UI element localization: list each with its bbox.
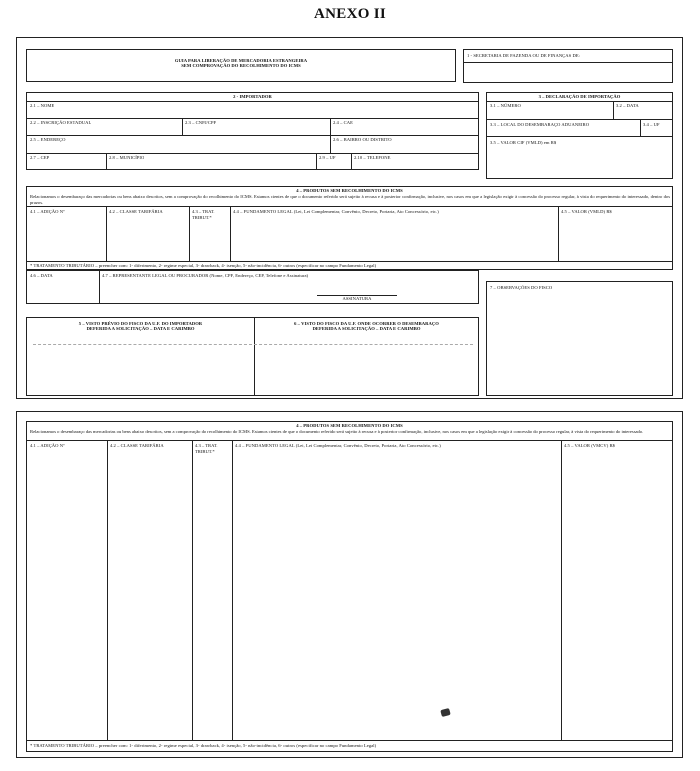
ink-mark bbox=[440, 708, 451, 717]
produtos-header: 4 – PRODUTOS SEM RECOLHIMENTO DO ICMS bbox=[296, 188, 403, 193]
fundamento-field[interactable]: 4.4 – FUNDAMENTO LEGAL (Lei, Lei Complementar, Convênio, Decreto, Portaria, Ato Concessório, etc.) bbox=[233, 209, 439, 214]
declaracao-box bbox=[486, 92, 673, 179]
divider bbox=[640, 119, 641, 136]
stamp-line bbox=[33, 344, 473, 345]
inscricao-field[interactable]: 2.2 – INSCRIÇÃO ESTADUAL bbox=[30, 120, 92, 125]
visto-desembaraco-line1: 6 – VISTO DO FISCO DA U.F. ONDE OCORRER O DESEMBARAÇO bbox=[294, 321, 439, 326]
cnpj-field[interactable]: 2.3 – CNPJ/CPF bbox=[185, 120, 217, 125]
observacoes-box bbox=[486, 281, 673, 396]
divider bbox=[27, 153, 478, 154]
tratamento-note: * TRATAMENTO TRIBUTÁRIO – preencher com: 1- diferimento, 2- regime especial, 3- drawback, 4- isenção, 5- não-incidência, 6- outros (especificar no campo Fundamento Legal) bbox=[30, 263, 377, 268]
divider bbox=[27, 118, 478, 119]
divider bbox=[27, 740, 672, 741]
trat-field[interactable]: 4.3 – TRAT. TRIBUT.* bbox=[192, 209, 215, 220]
adicao-field[interactable]: 4.1 – ADIÇÃO Nº bbox=[30, 209, 65, 214]
divider bbox=[27, 206, 672, 207]
representante-box bbox=[26, 270, 479, 304]
data-sign-field[interactable]: 4.6 – DATA bbox=[30, 273, 53, 278]
valor-field[interactable]: 4.5 – VALOR (VMLD) R$ bbox=[561, 209, 612, 214]
classe-field-2[interactable]: 4.2 – CLASSE TARIFÁRIA bbox=[110, 443, 164, 448]
produtos-header-2: 4 – PRODUTOS SEM RECOLHIMENTO DO ICMS bbox=[296, 423, 403, 428]
bairro-field[interactable]: 2.6 – BAIRRO OU DISTRITO bbox=[333, 137, 392, 142]
divider bbox=[487, 119, 672, 120]
divider bbox=[487, 136, 672, 137]
guide-title-line1: GUIA PARA LIBERAÇÃO DE MERCADORIA ESTRANGEIRA bbox=[174, 58, 308, 63]
visto-desembaraco-line2: DEFERIDA A SOLICITAÇÃO – DATA E CARIMBO bbox=[312, 326, 421, 331]
municipio-field[interactable]: 2.8 – MUNICÍPIO bbox=[109, 155, 145, 160]
divider bbox=[232, 440, 233, 740]
divider bbox=[106, 206, 107, 261]
divider bbox=[106, 153, 107, 170]
declaracao-header: 3 – DECLARAÇÃO DE IMPORTAÇÃO bbox=[538, 94, 621, 99]
cae-field[interactable]: 2.4 – CAE bbox=[333, 120, 353, 125]
visto-fisco-line2: DEFERIDA A SOLICITAÇÃO – DATA E CARIMBO bbox=[86, 326, 195, 331]
divider bbox=[613, 101, 614, 119]
secretaria-box bbox=[463, 49, 673, 83]
importador-header: 2 - IMPORTADOR bbox=[233, 94, 272, 99]
cep-field[interactable]: 2.7 – CEP bbox=[30, 155, 50, 160]
valor-field-2[interactable]: 4.5 – VALOR (VMCV) R$ bbox=[564, 443, 616, 448]
divider bbox=[182, 118, 183, 135]
endereco-field[interactable]: 2.5 – ENDEREÇO bbox=[30, 137, 66, 142]
representante-field[interactable]: 4.7 – REPRESENTANTE LEGAL OU PROCURADOR (Nome, CPF, Endereço, CEP, Telefone e Assinatura) bbox=[102, 273, 309, 278]
vistos-box bbox=[26, 317, 479, 396]
divider bbox=[189, 206, 190, 261]
divider bbox=[192, 440, 193, 740]
tratamento-note-2: * TRATAMENTO TRIBUTÁRIO – preencher com: 1- diferimento, 2- regime especial, 3- drawback, 4- isenção, 5- não-incidência, 6- outros (especificar no campo Fundamento Legal) bbox=[30, 743, 377, 748]
local-field[interactable]: 3.3 – LOCAL DO DESEMBARAÇO ADUANEIRO bbox=[490, 122, 590, 127]
divider bbox=[99, 271, 100, 303]
divider bbox=[316, 153, 317, 170]
visto-fisco-line1: 5 – VISTO PRÉVIO DO FISCO DA U.F. DO IMPORTADOR bbox=[78, 321, 203, 326]
divider bbox=[330, 118, 331, 135]
guide-title-box bbox=[26, 49, 456, 82]
assinatura-label: ASSINATURA bbox=[342, 296, 372, 301]
produtos-box bbox=[26, 186, 673, 270]
divider bbox=[27, 261, 672, 262]
produtos-intro-2: Relacionamos o desembaraço das mercadorias ou bens abaixo descritos, sem a comprovação do recolhimento do ICMS. Estamos cientes de que o documento referido será sujeito à recusa e à posterior confirmação, inclusive, nos casos em que a legislação exigir à concessão do processo regular, à vista do requerimento do interessado. bbox=[30, 429, 644, 434]
nome-field[interactable]: 2.1 – NOME bbox=[30, 103, 55, 108]
divider bbox=[558, 206, 559, 261]
divider bbox=[464, 62, 672, 63]
trat-field-2[interactable]: 4.3 – TRAT. TRIBUT.* bbox=[195, 443, 218, 454]
classe-field[interactable]: 4.2 – CLASSE TARIFÁRIA bbox=[109, 209, 163, 214]
divider bbox=[27, 101, 478, 102]
divider bbox=[230, 206, 231, 261]
secretaria-label[interactable]: 1 - SECRETARIA DE FAZENDA OU DE FINANÇAS DE: bbox=[467, 53, 581, 58]
divider bbox=[351, 153, 352, 170]
page-title: ANEXO II bbox=[314, 6, 386, 22]
divider bbox=[27, 440, 672, 441]
valor-cif-field[interactable]: 3.5 – VALOR CIF (VMLD) em R$ bbox=[490, 140, 557, 145]
guide-title-line2: SEM COMPROVAÇÃO DO RECOLHIMENTO DO ICMS bbox=[181, 63, 301, 69]
adicao-field-2[interactable]: 4.1 – ADIÇÃO Nº bbox=[30, 443, 65, 448]
produtos-intro: Relacionamos o desembaraço das mercadorias ou bens abaixo descritos, sem a comprovação do recolhimento do ICMS. Estamos cientes de que o documento referido será sujeito à recusa e à posterior confirmação, inclusive, nos casos em que a legislação exigir à concessão do processo regular, à vista do requerimento do interessado, dentro dos prazos. bbox=[30, 194, 670, 205]
fundamento-field-2[interactable]: 4.4 – FUNDAMENTO LEGAL (Lei, Lei Complementar, Convênio, Decreto, Portaria, Ato Concessório, etc.) bbox=[235, 443, 441, 448]
uf-field[interactable]: 2.9 – UF bbox=[319, 155, 336, 160]
divider bbox=[487, 101, 672, 102]
divider bbox=[107, 440, 108, 740]
divider bbox=[330, 135, 331, 153]
data-field[interactable]: 3.2 – DATA bbox=[616, 103, 639, 108]
divider bbox=[561, 440, 562, 740]
importador-box bbox=[26, 92, 479, 170]
numero-field[interactable]: 3.1 – NÚMERO bbox=[490, 103, 521, 108]
observacoes-label[interactable]: 7 – OBSERVAÇÕES DO FISCO bbox=[490, 285, 553, 290]
divider bbox=[27, 135, 478, 136]
telefone-field[interactable]: 2.10 – TELEFONE bbox=[354, 155, 391, 160]
produtos-box-2 bbox=[26, 421, 673, 752]
uf-decl-field[interactable]: 3.4 – UF bbox=[643, 122, 660, 127]
